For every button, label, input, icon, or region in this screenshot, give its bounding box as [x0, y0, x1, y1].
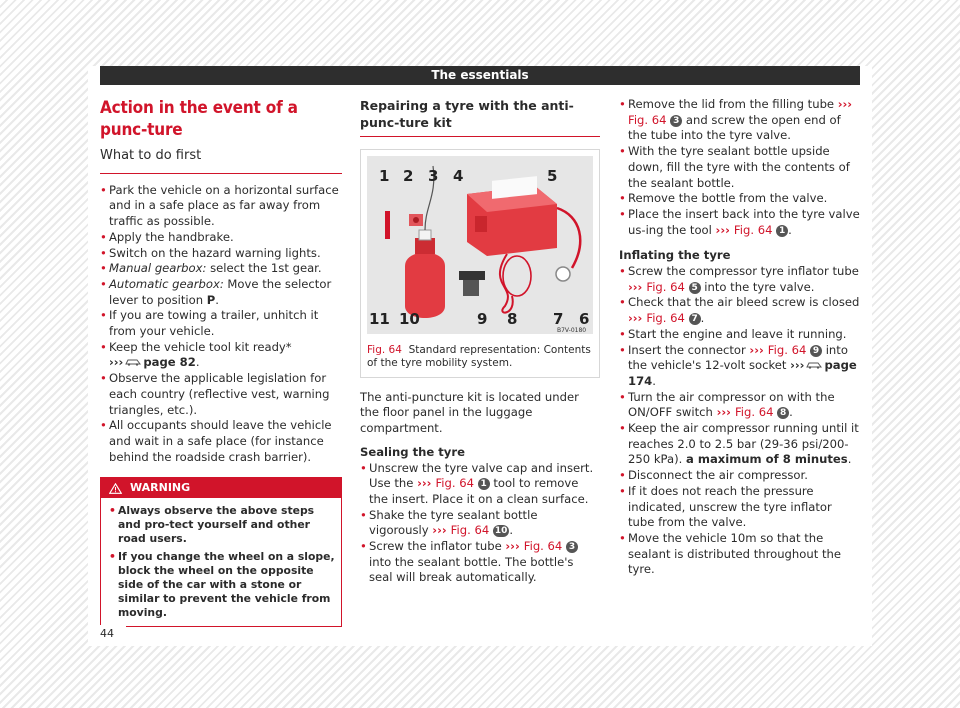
xref-arrows: ›››: [749, 342, 768, 357]
callout-badge: 1: [478, 478, 490, 490]
time-limit: a maximum of 8 minutes: [686, 452, 848, 467]
callout-badge: 9: [810, 345, 822, 357]
list-item: [100, 277, 342, 308]
figure-label-9: 9: [477, 310, 488, 328]
figure-label-8: 8: [507, 310, 518, 328]
page-link[interactable]: page 174: [628, 358, 857, 388]
auto-gearbox-text: Move the selector lever to position: [109, 276, 332, 307]
column-middle: [360, 97, 600, 586]
xref-arrows: ›››: [715, 222, 734, 237]
figure-label-5: 5: [547, 167, 558, 185]
xref-arrows: ›››: [628, 279, 647, 294]
fig-link[interactable]: Fig. 64: [435, 476, 474, 491]
list-item: • If it does not reach the pressure indicated, unscrew the tyre inflator tube from the valve.: [619, 484, 861, 531]
list-item: • Disconnect the air compressor.: [619, 468, 861, 484]
fig-link[interactable]: Fig. 64: [450, 523, 490, 538]
list-item: • Check that the air bleed screw is closed ››› Fig. 64 7 .: [619, 295, 861, 326]
intro-paragraph: The anti-puncture kit is located under the floor panel in the luggage compartment.: [360, 389, 579, 436]
figure-label-2: 2: [403, 167, 414, 185]
list-item: [360, 539, 600, 586]
list-item: • Insert the connector ››› Fig. 64 9 into the vehicle's 12-volt socket ››› page 174.: [619, 343, 861, 390]
step-text: into the tyre valve.: [700, 279, 815, 294]
list-item: • Keep the vehicle tool kit ready* ››› page 82.: [100, 340, 342, 371]
step-text: Screw the compressor tyre inflator tube: [628, 264, 859, 279]
list-item: • With the tyre sealant bottle upside down, fill the tyre with the contents of the sealant bottle.: [619, 144, 861, 191]
page-header: The essentials: [100, 66, 860, 85]
step-text: tool to remove the insert. Place it on a clean surface.: [369, 476, 589, 506]
manual-gearbox-label: Manual gearbox:: [109, 261, 207, 276]
list-item: [619, 264, 861, 295]
caption-fig-number: Fig. 64: [367, 343, 402, 356]
step-text: Shake the tyre sealant bottle vigorously: [369, 507, 538, 538]
warning-header: [101, 478, 341, 498]
list-item: • Park the vehicle on a horizontal surface and in a safe place as far away from traffic as possible.: [100, 183, 342, 230]
callout-badge: 7: [689, 313, 701, 325]
column-left: [100, 97, 342, 627]
list-item: • Turn the air compressor on with the ON/OFF switch ››› Fig. 64 8 .: [619, 390, 861, 421]
fig-link[interactable]: Fig. 64: [767, 342, 807, 357]
warning-triangle-icon: [109, 483, 122, 494]
step-text: into the vehicle's 12-volt socket: [628, 342, 848, 373]
section-title: Action in the event of a punc-ture: [100, 98, 298, 140]
section-subtitle: What to do first: [100, 148, 342, 174]
section-title: Repairing a tyre with the anti-punc-ture kit: [360, 97, 600, 137]
car-book-icon: [806, 360, 822, 369]
first-steps-list: [100, 183, 342, 466]
period: .: [215, 292, 219, 307]
step-text: Insert the connector: [628, 342, 750, 357]
callout-badge: 8: [777, 407, 789, 419]
list-item: [100, 261, 342, 277]
xref-arrows: ›››: [505, 539, 524, 554]
fig-link[interactable]: Fig. 64: [733, 222, 773, 237]
xref-arrows: ›››: [417, 476, 436, 491]
xref-arrows: ›››: [109, 355, 124, 370]
warning-box: [100, 477, 342, 627]
list-item: • Switch on the hazard warning lights.: [100, 246, 342, 262]
figure-label-7: 7: [553, 310, 564, 328]
figure-caption: [367, 344, 593, 371]
manual-gearbox-text: select the 1st gear.: [206, 261, 322, 276]
list-item: • All occupants should leave the vehicle and wait in a safe place (for instance behind the roadside crash barrier).: [100, 418, 342, 465]
xref-arrows: ›››: [628, 311, 647, 326]
page-number: 44: [88, 625, 126, 642]
auto-gearbox-label: Automatic gearbox:: [109, 276, 224, 291]
callout-badge: 3: [566, 541, 578, 553]
xref-arrows: ›››: [837, 97, 853, 111]
fig-link[interactable]: Fig. 64: [734, 405, 774, 420]
inflating-list: [619, 264, 861, 578]
list-item: • Start the engine and leave it running.: [619, 327, 861, 343]
step-text: Keep the air compressor running until it reaches 2.0 to 2.5 bar (29-36 psi/200-250 kPa).: [628, 421, 859, 467]
car-book-icon: [125, 357, 141, 366]
warning-title: WARNING: [130, 481, 191, 495]
callout-badge: 1: [776, 225, 788, 237]
warning-item: • Always observe the above steps and pro-tect yourself and other road users.: [109, 504, 335, 546]
step-text: Unscrew the tyre valve cap and insert. Use the: [369, 460, 594, 491]
step-text: Place the insert back into the tyre valve us-ing the tool: [628, 206, 860, 237]
step-text: Check that the air bleed screw is closed: [628, 295, 860, 310]
figure-code: B7V-0180: [557, 327, 587, 334]
list-item: • Observe the applicable legislation for each country (reflective vest, warning triangles, etc.).: [100, 371, 342, 418]
sealing-list-continued: [619, 97, 861, 238]
warning-item: • If you change the wheel on a slope, block the wheel on the opposite side of the car with a stone or similar to prevent the vehicle from moving.: [109, 550, 335, 620]
figure-64: [360, 149, 600, 378]
figure-label-11: 11: [369, 310, 390, 328]
list-item: • Place the insert back into the tyre valve us-ing the tool ››› Fig. 64 1 .: [619, 207, 861, 238]
selector-position: P: [206, 292, 216, 307]
xref-arrows: ›››: [432, 523, 451, 538]
list-item: • Move the vehicle 10m so that the sealant is distributed throughout the tyre.: [619, 531, 861, 578]
step-text: Turn the air compressor on with the ON/OFF switch: [628, 389, 835, 420]
list-item: • If you are towing a trailer, unhitch it from your vehicle.: [100, 308, 342, 339]
list-item: [360, 461, 600, 508]
list-item: • Remove the bottle from the valve.: [619, 191, 861, 207]
figure-label-3: 3: [428, 167, 439, 185]
callout-badge: 10: [494, 526, 508, 537]
xref-arrows: ›››: [716, 405, 735, 420]
column-right: [619, 97, 861, 578]
step-text: into the sealant bottle. The bottle's seal will break automatically.: [369, 554, 574, 585]
fig-link[interactable]: Fig. 64: [646, 311, 685, 326]
fig-link[interactable]: Fig. 64: [646, 279, 685, 294]
list-item: • Apply the handbrake.: [100, 230, 342, 246]
sealing-heading: Sealing the tyre: [360, 444, 465, 459]
list-item: [619, 97, 861, 144]
figure-label-10: 10: [399, 310, 420, 328]
caption-text: Standard representation: Contents of the tyre mobility system.: [367, 343, 591, 370]
toolkit-text: Keep the vehicle tool kit ready*: [109, 339, 292, 354]
step-text: and screw the open end of the tube into the tyre valve.: [628, 112, 841, 143]
step-text: Remove the lid from the filling tube: [628, 97, 838, 111]
figure-label-6: 6: [579, 310, 590, 328]
list-item: • Shake the tyre sealant bottle vigorously ››› Fig. 64 10 .: [360, 508, 600, 539]
warning-list: [101, 498, 341, 626]
sealing-list: [360, 461, 600, 587]
figure-label-4: 4: [453, 167, 464, 185]
step-text: Screw the inflator tube: [369, 539, 506, 554]
callout-badge: 5: [689, 282, 701, 294]
fig-link[interactable]: Fig. 64: [523, 539, 563, 554]
page-link[interactable]: page 82: [143, 355, 196, 370]
list-item: • Keep the air compressor running until it reaches 2.0 to 2.5 bar (29-36 psi/200-250 kPa). a maximum of 8 minutes.: [619, 421, 861, 468]
tyre-kit-illustration: [367, 156, 593, 334]
callout-badge: 3: [670, 115, 682, 127]
figure-label-1: 1: [379, 167, 390, 185]
inflating-heading: Inflating the tyre: [619, 248, 731, 263]
fig-link[interactable]: Fig. 64: [628, 112, 667, 127]
xref-arrows: ›››: [790, 358, 805, 373]
